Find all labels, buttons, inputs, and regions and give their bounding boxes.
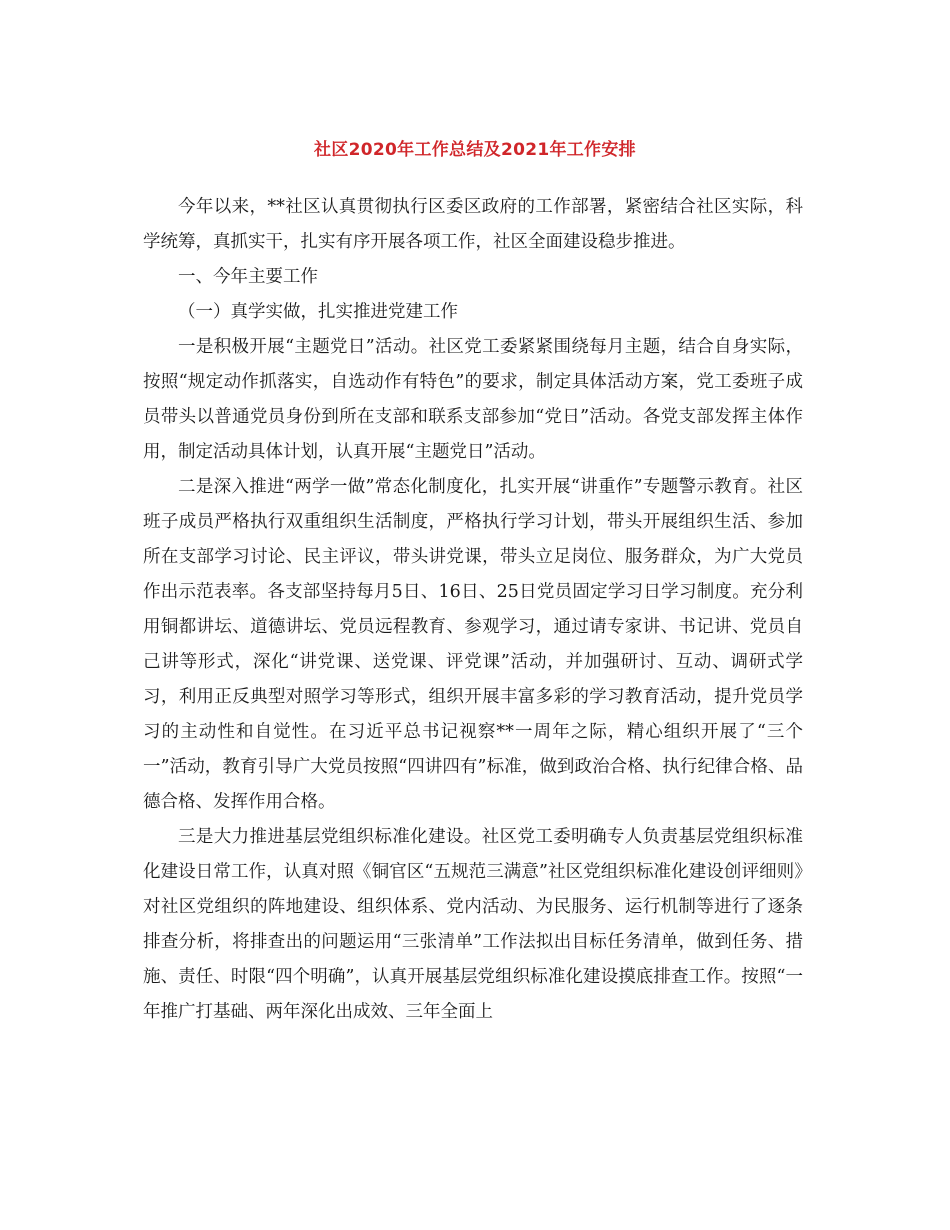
section-heading: 一、今年主要工作 <box>178 267 318 287</box>
document-title: 社区2020年工作总结及2021年工作安排 <box>314 140 636 161</box>
body-paragraph: 三是大力推进基层党组织标准化建设。社区党工委明确专人负责基层党组织标准化建设日常工作，认真对照《铜官区“五规范三满意”社区党组织标准化建设创评细则》对社区党组织的阵地建设、组织体系、党内活动、为民服务、运行机制等进行了逐条排查分析，将排查出的问题运用“三张清单”工作法拟出目标任务清单，做到任务、措施、责任、时限“四个明确”，认真开展基层党组织标准化建设摸底排查工作。按照“一年推广打基础、两年深化出成效、三年全面上 <box>143 827 803 1022</box>
body-paragraph: 二是深入推进“两学一做”常态化制度化，扎实开展“讲重作”专题警示教育。社区班子成员严格执行双重组织生活制度，严格执行学习计划，带头开展组织生活、参加所在支部学习讨论、民主评议，带头讲党课，带头立足岗位、服务群众，为广大党员作出示范表率。各支部坚持每月5日、16日、25日党员固定学习日学习制度。充分利用铜都讲坛、道德讲坛、党员远程教育、参观学习，通过请专家讲、书记讲、党员自己讲等形式，深化“讲党课、送党课、评党课”活动，并加强研讨、互动、调研式学习，利用正反典型对照学习等形式，组织开展丰富多彩的学习教育活动，提升党员学习的主动性和自觉性。在习近平总书记视察**一周年之际，精心组织开展了“三个一”活动，教育引导广大党员按照“四讲四有”标准，做到政治合格、执行纪律合格、品德合格、发挥作用合格。 <box>143 477 803 812</box>
subsection-heading: （一）真学实做，扎实推进党建工作 <box>178 302 458 322</box>
intro-paragraph: 今年以来，**社区认真贯彻执行区委区政府的工作部署，紧密结合社区实际，科学统筹，真抓实干，扎实有序开展各项工作，社区全面建设稳步推进。 <box>143 197 803 252</box>
document-body <box>143 190 803 1030</box>
body-paragraph: 一是积极开展“主题党日”活动。社区党工委紧紧围绕每月主题，结合自身实际，按照“规定动作抓落实，自选动作有特色”的要求，制定具体活动方案，党工委班子成员带头以普通党员身份到所在支部和联系支部参加“党日”活动。各党支部发挥主体作用，制定活动具体计划，认真开展“主题党日”活动。 <box>143 337 803 462</box>
